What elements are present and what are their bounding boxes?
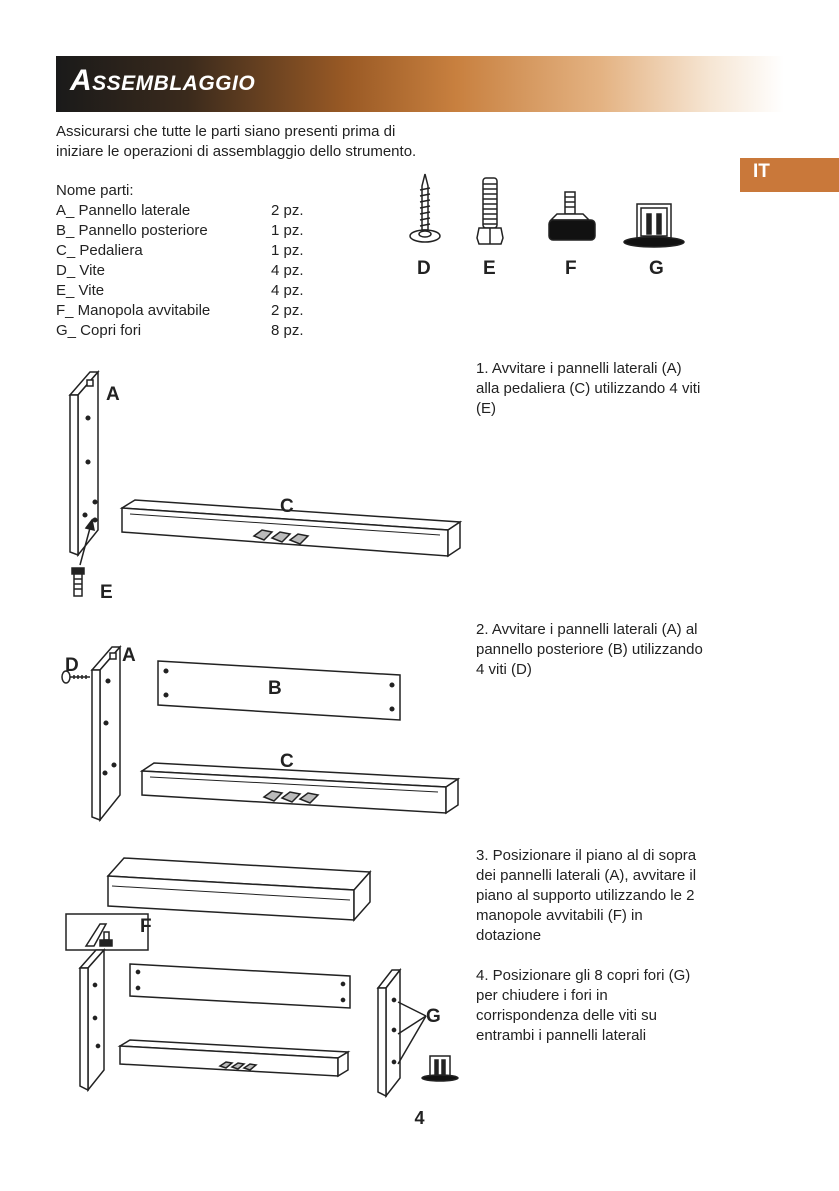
- fig1-label-e: E: [100, 582, 113, 603]
- part-row: [56, 301, 326, 321]
- step-line: alla pedaliera (C) utilizzando 4 viti: [476, 380, 701, 397]
- step-2-text: [476, 620, 736, 680]
- figure-step-2: [50, 625, 470, 825]
- fig2-label-c: C: [280, 751, 294, 772]
- step-line: entrambi i pannelli laterali: [476, 1027, 647, 1044]
- fig2-label-a: A: [122, 645, 136, 666]
- part-name: A_ Pannello laterale: [56, 202, 191, 219]
- hardware-label-d: D: [417, 258, 431, 279]
- part-name: B_ Pannello posteriore: [56, 222, 208, 239]
- figure-step-1: [50, 360, 470, 610]
- part-name: D_ Vite: [56, 262, 105, 279]
- step-line: dotazione: [476, 927, 542, 944]
- side-panel-a: [92, 647, 120, 820]
- step-4-text: [476, 966, 736, 1046]
- step-1-text: [476, 359, 736, 419]
- step-line: piano al supporto utilizzando le 2: [476, 887, 695, 904]
- screw-d-icon: [410, 174, 440, 242]
- parts-list: [56, 201, 326, 341]
- step-line: dei pannelli laterali (A), avvitare il: [476, 867, 697, 884]
- intro-line: iniziare le operazioni di assemblaggio dello strumento.: [56, 143, 417, 160]
- fig1-label-c: C: [280, 496, 294, 517]
- part-name: E_ Vite: [56, 282, 105, 299]
- part-qty: 4 pz.: [271, 282, 304, 299]
- step-line: 4 viti (D): [476, 661, 532, 678]
- part-qty: 1 pz.: [271, 222, 304, 239]
- pedal-unit-c: [142, 763, 458, 813]
- side-panel-right: [378, 970, 400, 1096]
- part-name: C_ Pedaliera: [56, 242, 143, 259]
- title-band: [56, 56, 784, 112]
- hardware-label-g: G: [649, 258, 664, 279]
- step-3-text: [476, 846, 736, 946]
- hardware-label-e: E: [483, 258, 496, 279]
- step-line: 4. Posizionare gli 8 copri fori (G): [476, 967, 691, 984]
- pedal-unit-c: [120, 1040, 348, 1076]
- part-name: G_ Copri fori: [56, 322, 142, 339]
- parts-heading: Nome parti:: [56, 182, 134, 199]
- language-tab: IT: [740, 158, 839, 192]
- part-row: [56, 241, 326, 261]
- fig3-label-g: G: [426, 1006, 441, 1027]
- part-qty: 8 pz.: [271, 322, 304, 339]
- step-line: 3. Posizionare il piano al di sopra: [476, 847, 697, 864]
- piano-body: [108, 858, 370, 920]
- fig1-label-a: A: [106, 384, 120, 405]
- part-name: F_ Manopola avvitabile: [56, 302, 211, 319]
- part-qty: 1 pz.: [271, 242, 304, 259]
- part-row: [56, 281, 326, 301]
- step-line: 2. Avvitare i pannelli laterali (A) al: [476, 621, 698, 638]
- hardware-label-f: F: [565, 258, 577, 279]
- part-qty: 4 pz.: [271, 262, 304, 279]
- step-line: per chiudere i fori in: [476, 987, 608, 1004]
- hole-cover-g-icon: [422, 1056, 458, 1081]
- hole-cover-g-icon: [624, 204, 684, 247]
- fig2-label-b: B: [268, 678, 282, 699]
- back-panel-b: [130, 964, 350, 1008]
- step-line: 1. Avvitare i pannelli laterali (A): [476, 360, 682, 377]
- step-line: pannello posteriore (B) utilizzando: [476, 641, 703, 658]
- part-qty: 2 pz.: [271, 302, 304, 319]
- part-row: [56, 321, 326, 341]
- knob-f-icon: [549, 192, 595, 240]
- part-row: [56, 221, 326, 241]
- intro-paragraph: [56, 122, 476, 162]
- bolt-e-icon: [477, 178, 503, 244]
- step-line: corrispondenza delle viti su: [476, 1007, 657, 1024]
- intro-line: Assicurarsi che tutte le parti siano presenti prima di: [56, 123, 396, 140]
- part-row: [56, 261, 326, 281]
- part-row: [56, 201, 326, 221]
- side-panel-left: [80, 950, 104, 1090]
- knob-f-detail: [66, 914, 148, 950]
- figure-step-3-4: [50, 850, 470, 1105]
- fig3-label-f: F: [140, 916, 152, 937]
- page-title: Assemblaggio: [70, 64, 256, 97]
- hardware-illustrations: [395, 170, 715, 285]
- fig2-label-d: D: [65, 655, 79, 676]
- hole-cover-arrows: [398, 1002, 426, 1064]
- step-line: manopole avvitabili (F) in: [476, 907, 643, 924]
- step-line: (E): [476, 400, 496, 417]
- page-number: 4: [414, 1108, 425, 1128]
- part-qty: 2 pz.: [271, 202, 304, 219]
